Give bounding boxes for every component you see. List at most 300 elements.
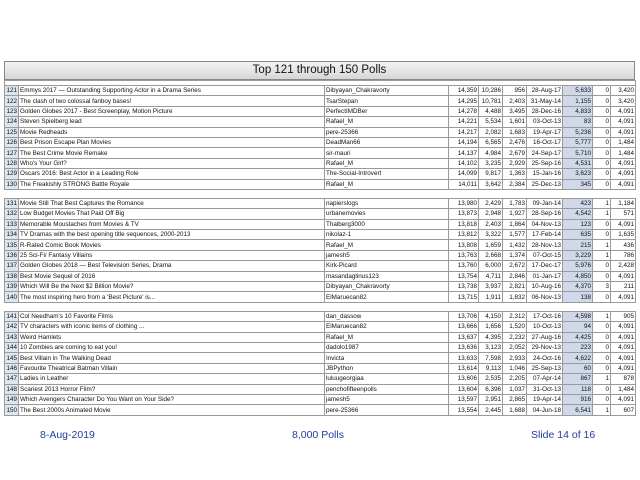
poll-date-cell: 31-May-14 bbox=[527, 96, 563, 106]
poll-top-votes-cell: 2,948 bbox=[479, 209, 503, 219]
table-row bbox=[5, 363, 636, 373]
poll-votes-cell: 13,604 bbox=[449, 384, 479, 394]
poll-flag-cell: 1 bbox=[593, 209, 611, 219]
poll-votes-cell: 13,715 bbox=[449, 292, 479, 302]
poll-number-cell: 148 bbox=[6, 385, 17, 393]
poll-date-cell: 25-Sep-16 bbox=[527, 158, 563, 168]
poll-number-cell: 130 bbox=[6, 180, 17, 188]
poll-number-cell: 125 bbox=[6, 128, 17, 136]
poll-votes-cell: 14,011 bbox=[449, 179, 479, 189]
poll-date-cell: 19-Apr-17 bbox=[527, 127, 563, 137]
table-row bbox=[5, 332, 636, 342]
poll-number-cell: 144 bbox=[6, 344, 17, 352]
poll-author-cell: Invicta bbox=[325, 353, 449, 363]
poll-last-value-cell: 4,091 bbox=[611, 179, 636, 189]
poll-rank-cell: 5,777 bbox=[563, 137, 593, 147]
table-row bbox=[5, 86, 636, 96]
poll-top-votes-cell: 4,488 bbox=[479, 106, 503, 116]
poll-second-votes-cell: 2,312 bbox=[503, 311, 527, 321]
poll-number-cell: 149 bbox=[6, 396, 17, 404]
table-row bbox=[5, 353, 636, 363]
poll-flag-cell: 1 bbox=[593, 240, 611, 250]
poll-rank-cell: 5,236 bbox=[563, 127, 593, 137]
poll-date-cell: 31-Oct-13 bbox=[527, 384, 563, 394]
poll-last-value-cell: 607 bbox=[611, 405, 636, 415]
poll-last-value-cell: 1,484 bbox=[611, 137, 636, 147]
poll-title-cell: Oscars 2016: Best Actor in a Leading Role bbox=[19, 169, 325, 179]
poll-votes-cell: 13,597 bbox=[449, 394, 479, 404]
poll-date-cell: 07-Apr-14 bbox=[527, 374, 563, 384]
poll-title-cell: Best Villain in The Walking Dead bbox=[19, 353, 325, 363]
poll-author-cell: ElMaruecan82 bbox=[325, 322, 449, 332]
table-row bbox=[5, 271, 636, 281]
poll-author-cell: jamesh5 bbox=[325, 394, 449, 404]
poll-top-votes-cell: 2,951 bbox=[479, 394, 503, 404]
poll-second-votes-cell: 2,205 bbox=[503, 374, 527, 384]
poll-second-votes-cell: 2,052 bbox=[503, 342, 527, 352]
poll-number-cell: 126 bbox=[6, 139, 17, 147]
poll-top-votes-cell: 2,429 bbox=[479, 198, 503, 208]
poll-date-cell: 01-Jan-17 bbox=[527, 271, 563, 281]
poll-date-cell: 25-Dec-13 bbox=[527, 179, 563, 189]
poll-top-votes-cell: 4,984 bbox=[479, 148, 503, 158]
poll-author-cell: Rafael_M bbox=[325, 117, 449, 127]
table-row bbox=[5, 96, 636, 106]
poll-number-cell: 122 bbox=[6, 97, 17, 105]
poll-second-votes-cell: 1,864 bbox=[503, 219, 527, 229]
poll-flag-cell: 0 bbox=[593, 96, 611, 106]
poll-flag-cell: 1 bbox=[593, 374, 611, 384]
poll-title-cell: Memorable Moustaches from Movies & TV bbox=[19, 219, 325, 229]
poll-number-cell: 146 bbox=[6, 364, 17, 372]
poll-title-cell: Best Movie Sequel of 2016 bbox=[19, 271, 325, 281]
poll-votes-cell: 13,606 bbox=[449, 374, 479, 384]
poll-rank-cell: 94 bbox=[563, 322, 593, 332]
table-row bbox=[5, 209, 636, 219]
poll-author-cell: jamesh5 bbox=[325, 250, 449, 260]
table-row bbox=[5, 384, 636, 394]
poll-rank-cell: 223 bbox=[563, 342, 593, 352]
poll-date-cell: 04-Nov-13 bbox=[527, 219, 563, 229]
poll-number-cell: 143 bbox=[6, 333, 17, 341]
poll-rank-cell: 916 bbox=[563, 394, 593, 404]
poll-author-cell: TsarStepan bbox=[325, 96, 449, 106]
poll-number-cell: 133 bbox=[6, 220, 17, 228]
poll-flag-cell: 0 bbox=[593, 148, 611, 158]
poll-top-votes-cell: 1,659 bbox=[479, 240, 503, 250]
poll-top-votes-cell: 1,656 bbox=[479, 322, 503, 332]
table-row bbox=[5, 405, 636, 415]
poll-number-cell: 140 bbox=[6, 293, 17, 301]
poll-last-value-cell: 4,091 bbox=[611, 394, 636, 404]
poll-second-votes-cell: 1,577 bbox=[503, 230, 527, 240]
poll-last-value-cell: 3,420 bbox=[611, 96, 636, 106]
poll-title-cell: Who's Your Girl? bbox=[19, 158, 325, 168]
poll-votes-cell: 14,359 bbox=[449, 86, 479, 96]
poll-date-cell: 27-Aug-16 bbox=[527, 332, 563, 342]
polls-table-container bbox=[4, 61, 635, 416]
poll-rank-cell: 3,623 bbox=[563, 169, 593, 179]
poll-date-cell: 17-Oct-16 bbox=[527, 311, 563, 321]
poll-number-cell: 147 bbox=[6, 375, 17, 383]
poll-flag-cell: 0 bbox=[593, 322, 611, 332]
poll-flag-cell: 0 bbox=[593, 106, 611, 116]
poll-votes-cell: 13,554 bbox=[449, 405, 479, 415]
poll-top-votes-cell: 2,082 bbox=[479, 127, 503, 137]
poll-votes-cell: 13,636 bbox=[449, 342, 479, 352]
poll-rank-cell: 123 bbox=[563, 219, 593, 229]
poll-votes-cell: 13,637 bbox=[449, 332, 479, 342]
poll-last-value-cell: 1,484 bbox=[611, 384, 636, 394]
poll-second-votes-cell: 2,929 bbox=[503, 158, 527, 168]
poll-top-votes-cell: 3,123 bbox=[479, 342, 503, 352]
poll-date-cell: 09-Jan-14 bbox=[527, 198, 563, 208]
table-row bbox=[5, 292, 636, 302]
poll-flag-cell: 0 bbox=[593, 86, 611, 96]
footer-date: 8-Aug-2019 bbox=[40, 429, 95, 441]
poll-second-votes-cell: 2,476 bbox=[503, 137, 527, 147]
poll-title-cell: The clash of two colossal fanboy bases! bbox=[19, 96, 325, 106]
poll-title-cell: Which Avengers Character Do You Want on Your Side? bbox=[19, 394, 325, 404]
poll-date-cell: 15-Jan-16 bbox=[527, 169, 563, 179]
table-row bbox=[5, 374, 636, 384]
table-row bbox=[5, 342, 636, 352]
poll-votes-cell: 13,633 bbox=[449, 353, 479, 363]
poll-second-votes-cell: 1,927 bbox=[503, 209, 527, 219]
table-row bbox=[5, 198, 636, 208]
poll-number-cell: 137 bbox=[6, 262, 17, 270]
table-row bbox=[5, 117, 636, 127]
group-spacer bbox=[5, 189, 636, 198]
poll-votes-cell: 14,217 bbox=[449, 127, 479, 137]
table-row bbox=[5, 394, 636, 404]
polls-table bbox=[4, 80, 636, 416]
poll-flag-cell: 0 bbox=[593, 394, 611, 404]
poll-date-cell: 07-Oct-15 bbox=[527, 250, 563, 260]
poll-date-cell: 28-Nov-13 bbox=[527, 240, 563, 250]
poll-votes-cell: 14,295 bbox=[449, 96, 479, 106]
poll-votes-cell: 14,099 bbox=[449, 169, 479, 179]
poll-flag-cell: 0 bbox=[593, 230, 611, 240]
poll-author-cell: DeadMan66 bbox=[325, 137, 449, 147]
poll-number-cell: 131 bbox=[6, 200, 17, 208]
poll-author-cell: Kirk-Picard bbox=[325, 261, 449, 271]
poll-top-votes-cell: 9,817 bbox=[479, 169, 503, 179]
poll-rank-cell: 4,598 bbox=[563, 311, 593, 321]
poll-number-cell: 135 bbox=[6, 241, 17, 249]
poll-last-value-cell: 4,091 bbox=[611, 332, 636, 342]
poll-top-votes-cell: 3,937 bbox=[479, 282, 503, 292]
table-row bbox=[5, 106, 636, 116]
poll-author-cell: dan_dassow bbox=[325, 311, 449, 321]
poll-second-votes-cell: 2,384 bbox=[503, 179, 527, 189]
poll-title-cell: The Best 2000s Animated Movie bbox=[19, 405, 325, 415]
poll-top-votes-cell: 6,565 bbox=[479, 137, 503, 147]
poll-second-votes-cell: 2,846 bbox=[503, 271, 527, 281]
table-row bbox=[5, 261, 636, 271]
poll-flag-cell: 0 bbox=[593, 271, 611, 281]
poll-rank-cell: 215 bbox=[563, 240, 593, 250]
poll-second-votes-cell: 1,520 bbox=[503, 322, 527, 332]
table-row bbox=[5, 230, 636, 240]
poll-top-votes-cell: 1,911 bbox=[479, 292, 503, 302]
poll-second-votes-cell: 1,783 bbox=[503, 198, 527, 208]
poll-author-cell: Dibyayan_Chakravorty bbox=[325, 86, 449, 96]
poll-last-value-cell: 211 bbox=[611, 282, 636, 292]
poll-top-votes-cell: 5,534 bbox=[479, 117, 503, 127]
poll-last-value-cell: 786 bbox=[611, 250, 636, 260]
poll-title-cell: R-Rated Comic Book Movies bbox=[19, 240, 325, 250]
poll-votes-cell: 13,738 bbox=[449, 282, 479, 292]
poll-last-value-cell: 1,184 bbox=[611, 198, 636, 208]
poll-number-cell: 124 bbox=[6, 118, 17, 126]
poll-date-cell: 04-Jun-18 bbox=[527, 405, 563, 415]
poll-rank-cell: 1,155 bbox=[563, 96, 593, 106]
poll-flag-cell: 1 bbox=[593, 250, 611, 260]
poll-last-value-cell: 4,091 bbox=[611, 271, 636, 281]
poll-title-cell: Best Prison Escape Plan Movies bbox=[19, 137, 325, 147]
table-row bbox=[5, 137, 636, 147]
poll-rank-cell: 4,531 bbox=[563, 158, 593, 168]
poll-second-votes-cell: 2,403 bbox=[503, 96, 527, 106]
poll-date-cell: 06-Nov-13 bbox=[527, 292, 563, 302]
poll-author-cell: penchofifteenpolls bbox=[325, 384, 449, 394]
poll-second-votes-cell: 956 bbox=[503, 86, 527, 96]
table-row bbox=[5, 311, 636, 321]
poll-number-cell: 136 bbox=[6, 252, 17, 260]
poll-title-cell: Emmys 2017 — Outstanding Supporting Actor in a Drama Series bbox=[19, 86, 325, 96]
poll-votes-cell: 13,760 bbox=[449, 261, 479, 271]
poll-votes-cell: 13,706 bbox=[449, 311, 479, 321]
poll-rank-cell: 5,710 bbox=[563, 148, 593, 158]
poll-author-cell: JBPython bbox=[325, 363, 449, 373]
poll-rank-cell: 423 bbox=[563, 198, 593, 208]
poll-last-value-cell: 4,091 bbox=[611, 322, 636, 332]
poll-last-value-cell: 4,091 bbox=[611, 363, 636, 373]
poll-author-cell: Dibyayan_Chakravorty bbox=[325, 282, 449, 292]
poll-rank-cell: 118 bbox=[563, 384, 593, 394]
poll-second-votes-cell: 2,865 bbox=[503, 394, 527, 404]
poll-flag-cell: 0 bbox=[593, 342, 611, 352]
poll-number-cell: 129 bbox=[6, 170, 17, 178]
poll-last-value-cell: 1,635 bbox=[611, 230, 636, 240]
table-row bbox=[5, 219, 636, 229]
poll-flag-cell: 0 bbox=[593, 363, 611, 373]
poll-votes-cell: 14,137 bbox=[449, 148, 479, 158]
poll-flag-cell: 0 bbox=[593, 332, 611, 342]
poll-rank-cell: 4,542 bbox=[563, 209, 593, 219]
poll-rank-cell: 83 bbox=[563, 117, 593, 127]
poll-number-cell: 134 bbox=[6, 231, 17, 239]
poll-flag-cell: 0 bbox=[593, 137, 611, 147]
poll-author-cell: masandaglinus123 bbox=[325, 271, 449, 281]
poll-last-value-cell: 4,091 bbox=[611, 158, 636, 168]
poll-votes-cell: 14,194 bbox=[449, 137, 479, 147]
poll-votes-cell: 13,873 bbox=[449, 209, 479, 219]
poll-flag-cell: 0 bbox=[593, 158, 611, 168]
poll-flag-cell: 0 bbox=[593, 261, 611, 271]
poll-votes-cell: 14,102 bbox=[449, 158, 479, 168]
poll-last-value-cell: 878 bbox=[611, 374, 636, 384]
poll-number-cell: 139 bbox=[6, 283, 17, 291]
table-row bbox=[5, 322, 636, 332]
poll-second-votes-cell: 2,232 bbox=[503, 332, 527, 342]
poll-flag-cell: 0 bbox=[593, 384, 611, 394]
poll-flag-cell: 0 bbox=[593, 219, 611, 229]
poll-author-cell: Thalberg3000 bbox=[325, 219, 449, 229]
poll-top-votes-cell: 10,286 bbox=[479, 86, 503, 96]
poll-date-cell: 17-Feb-14 bbox=[527, 230, 563, 240]
poll-last-value-cell: 905 bbox=[611, 311, 636, 321]
table-row bbox=[5, 240, 636, 250]
footer-poll-count: 8,000 Polls bbox=[292, 429, 344, 441]
poll-number-cell: 127 bbox=[6, 149, 17, 157]
table-row bbox=[5, 282, 636, 292]
poll-rank-cell: 3,229 bbox=[563, 250, 593, 260]
poll-rank-cell: 4,833 bbox=[563, 106, 593, 116]
poll-author-cell: pere-25366 bbox=[325, 405, 449, 415]
poll-author-cell: dadolo1987 bbox=[325, 342, 449, 352]
poll-second-votes-cell: 1,601 bbox=[503, 117, 527, 127]
poll-title-cell: 25 Sci-Fi/ Fantasy Villains bbox=[19, 250, 325, 260]
poll-flag-cell: 0 bbox=[593, 179, 611, 189]
poll-date-cell: 28-Sep-16 bbox=[527, 209, 563, 219]
poll-top-votes-cell: 7,598 bbox=[479, 353, 503, 363]
table-row bbox=[5, 169, 636, 179]
poll-top-votes-cell: 4,711 bbox=[479, 271, 503, 281]
poll-rank-cell: 5,976 bbox=[563, 261, 593, 271]
poll-number-cell: 145 bbox=[6, 354, 17, 362]
poll-last-value-cell: 1,484 bbox=[611, 148, 636, 158]
poll-votes-cell: 13,980 bbox=[449, 198, 479, 208]
poll-top-votes-cell: 2,668 bbox=[479, 250, 503, 260]
poll-date-cell: 10-Oct-13 bbox=[527, 322, 563, 332]
table-title: Top 121 through 150 Polls bbox=[4, 61, 635, 80]
poll-last-value-cell: 4,091 bbox=[611, 106, 636, 116]
group-spacer bbox=[5, 302, 636, 311]
poll-title-cell: Golden Globes 2017 - Best Screenplay, Motion Picture bbox=[19, 106, 325, 116]
poll-title-cell: Ladies in Leather bbox=[19, 374, 325, 384]
poll-last-value-cell: 4,091 bbox=[611, 117, 636, 127]
table-row bbox=[5, 250, 636, 260]
poll-date-cell: 10-Aug-16 bbox=[527, 282, 563, 292]
poll-flag-cell: 0 bbox=[593, 169, 611, 179]
poll-top-votes-cell: 2,535 bbox=[479, 374, 503, 384]
poll-author-cell: luluugeorgiaa bbox=[325, 374, 449, 384]
table-row bbox=[5, 179, 636, 189]
poll-title-cell: Movie Redheads bbox=[19, 127, 325, 137]
poll-author-cell: urbanemovies bbox=[325, 209, 449, 219]
poll-rank-cell: 4,622 bbox=[563, 353, 593, 363]
footer-slide-number: Slide 14 of 16 bbox=[531, 429, 596, 441]
poll-rank-cell: 4,425 bbox=[563, 332, 593, 342]
poll-date-cell: 19-Apr-14 bbox=[527, 394, 563, 404]
poll-number-cell: 123 bbox=[6, 107, 17, 115]
table-row bbox=[5, 158, 636, 168]
poll-title-cell: Golden Globes 2018 — Best Television Series, Drama bbox=[19, 261, 325, 271]
poll-author-cell: pere-25366 bbox=[325, 127, 449, 137]
poll-title-cell: Movie Still That Best Captures the Romance bbox=[19, 198, 325, 208]
poll-second-votes-cell: 2,821 bbox=[503, 282, 527, 292]
poll-second-votes-cell: 1,363 bbox=[503, 169, 527, 179]
poll-number-cell: 138 bbox=[6, 272, 17, 280]
poll-author-cell: Rafael_M bbox=[325, 240, 449, 250]
poll-flag-cell: 0 bbox=[593, 127, 611, 137]
poll-top-votes-cell: 2,403 bbox=[479, 219, 503, 229]
poll-flag-cell: 3 bbox=[593, 282, 611, 292]
poll-flag-cell: 0 bbox=[593, 292, 611, 302]
poll-date-cell: 24-Oct-16 bbox=[527, 353, 563, 363]
poll-second-votes-cell: 1,374 bbox=[503, 250, 527, 260]
poll-votes-cell: 13,763 bbox=[449, 250, 479, 260]
poll-author-cell: napierslogs bbox=[325, 198, 449, 208]
poll-second-votes-cell: 2,679 bbox=[503, 148, 527, 158]
poll-top-votes-cell: 4,150 bbox=[479, 311, 503, 321]
poll-votes-cell: 13,754 bbox=[449, 271, 479, 281]
table-row bbox=[5, 127, 636, 137]
poll-last-value-cell: 4,091 bbox=[611, 127, 636, 137]
poll-last-value-cell: 4,091 bbox=[611, 169, 636, 179]
poll-top-votes-cell: 3,235 bbox=[479, 158, 503, 168]
poll-author-cell: The-Social-Introvert bbox=[325, 169, 449, 179]
poll-author-cell: nikolaz-1 bbox=[325, 230, 449, 240]
poll-second-votes-cell: 1,037 bbox=[503, 384, 527, 394]
poll-top-votes-cell: 10,781 bbox=[479, 96, 503, 106]
poll-title-cell: Col Needham's 10 Favorite Films bbox=[19, 311, 325, 321]
poll-votes-cell: 13,808 bbox=[449, 240, 479, 250]
poll-number-cell: 150 bbox=[6, 406, 17, 414]
poll-rank-cell: 138 bbox=[563, 292, 593, 302]
poll-author-cell: PerfectIMDBer bbox=[325, 106, 449, 116]
poll-date-cell: 24-Sep-17 bbox=[527, 148, 563, 158]
poll-date-cell: 29-Nov-13 bbox=[527, 342, 563, 352]
poll-top-votes-cell: 2,445 bbox=[479, 405, 503, 415]
poll-title-cell: Favourite Theatrical Batman Villain bbox=[19, 363, 325, 373]
poll-last-value-cell: 571 bbox=[611, 209, 636, 219]
poll-date-cell: 16-Oct-17 bbox=[527, 137, 563, 147]
poll-second-votes-cell: 1,046 bbox=[503, 363, 527, 373]
poll-top-votes-cell: 6,000 bbox=[479, 261, 503, 271]
poll-flag-cell: 1 bbox=[593, 405, 611, 415]
poll-top-votes-cell: 3,322 bbox=[479, 230, 503, 240]
poll-votes-cell: 14,278 bbox=[449, 106, 479, 116]
poll-top-votes-cell: 4,395 bbox=[479, 332, 503, 342]
poll-flag-cell: 1 bbox=[593, 198, 611, 208]
poll-title-cell: Scariest 2013 Horror Film? bbox=[19, 384, 325, 394]
poll-date-cell: 28-Dec-16 bbox=[527, 106, 563, 116]
poll-second-votes-cell: 1,688 bbox=[503, 405, 527, 415]
poll-number-cell: 142 bbox=[6, 323, 17, 331]
poll-date-cell: 28-Aug-17 bbox=[527, 86, 563, 96]
poll-number-cell: 121 bbox=[6, 87, 17, 95]
poll-last-value-cell: 4,091 bbox=[611, 292, 636, 302]
poll-title-cell: The Best Crime Movie Remake bbox=[19, 148, 325, 158]
poll-top-votes-cell: 6,396 bbox=[479, 384, 503, 394]
poll-top-votes-cell: 3,642 bbox=[479, 179, 503, 189]
poll-flag-cell: 0 bbox=[593, 117, 611, 127]
poll-title-cell: Steven Spielberg lead bbox=[19, 117, 325, 127]
poll-rank-cell: 4,850 bbox=[563, 271, 593, 281]
poll-rank-cell: 6,541 bbox=[563, 405, 593, 415]
poll-votes-cell: 13,666 bbox=[449, 322, 479, 332]
poll-author-cell: Rafael_M bbox=[325, 332, 449, 342]
poll-rank-cell: 5,633 bbox=[563, 86, 593, 96]
poll-rank-cell: 635 bbox=[563, 230, 593, 240]
poll-second-votes-cell: 2,933 bbox=[503, 353, 527, 363]
poll-title-cell: Weird Hamlets bbox=[19, 332, 325, 342]
poll-author-cell: Rafael_M bbox=[325, 179, 449, 189]
poll-title-cell: TV characters with iconic items of clothing ... bbox=[19, 322, 325, 332]
